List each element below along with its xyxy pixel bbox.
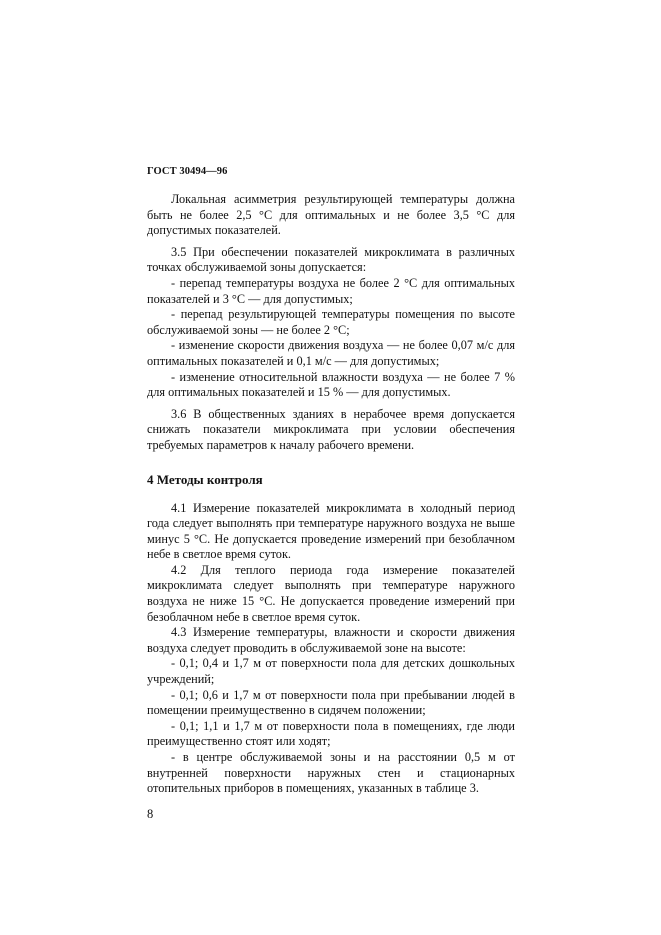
section-3-5-lead: 3.5 При обеспечении показателей микроклимата в различных точках обслуживаемой зоны допускается:	[147, 244, 515, 275]
section-4-heading: 4 Методы контроля	[147, 471, 263, 487]
list-item: - изменение скорости движения воздуха — не более 0,07 м/с для оптимальных показателей и 0,1 м/с — для допустимых;	[147, 338, 515, 368]
section-4-2-paragraph: 4.2 Для теплого периода года измерение показателей микроклимата следует выполнять при температуре наружного воздуха не ниже 15 °С. Не допускается проведение измерений при безоблачном небе в светлое время суток.	[147, 562, 515, 624]
list-item: - 0,1; 1,1 и 1,7 м от поверхности пола в помещениях, где люди преимущественно стоят или ходят;	[147, 718, 515, 749]
list-item: - изменение относительной влажности воздуха — не более 7 % для оптимальных показателей и 15 % — для допустимых.	[147, 369, 515, 400]
intro-paragraph: Локальная асимметрия результирующей температуры должна быть не более 2,5 °С для оптимальных и не более 3,5 °С для допустимых показателей.	[147, 192, 515, 238]
document-header: ГОСТ 30494—96	[147, 166, 228, 177]
page-number: 8	[147, 806, 154, 821]
section-4-3-paragraph: 4.3 Измерение температуры, влажности и скорости движения воздуха следует проводить в обслуживаемой зоне на высоте:	[147, 625, 515, 655]
section-4-1-paragraph: 4.1 Измерение показателей микроклимата в холодный период года следует выполнять при температуре наружного воздуха не выше минус 5 °С. Не допускается проведение измерений при безоблачном небе в светлое время суток.	[147, 500, 515, 562]
list-item: - в центре обслуживаемой зоны и на расстоянии 0,5 м от внутренней поверхности наружных стен и стационарных отопительных приборов в помещениях, указанных в таблице 3.	[147, 750, 515, 796]
list-item: - перепад результирующей температуры помещения по высоте обслуживаемой зоны — не более 2 °С;	[147, 307, 515, 337]
document-page	[147, 166, 515, 822]
list-item: - 0,1; 0,6 и 1,7 м от поверхности пола при пребывании людей в помещении преимущественно в сидячем положении;	[147, 687, 515, 718]
section-3-6-paragraph: 3.6 В общественных зданиях в нерабочее время допускается снижать показатели микроклимата при условии обеспечения требуемых параметров к началу рабочего времени.	[147, 406, 515, 452]
list-item: - перепад температуры воздуха не более 2 °С для оптимальных показателей и 3 °С — для допустимых;	[147, 275, 515, 306]
list-item: - 0,1; 0,4 и 1,7 м от поверхности пола для детских дошкольных учреждений;	[147, 656, 515, 687]
